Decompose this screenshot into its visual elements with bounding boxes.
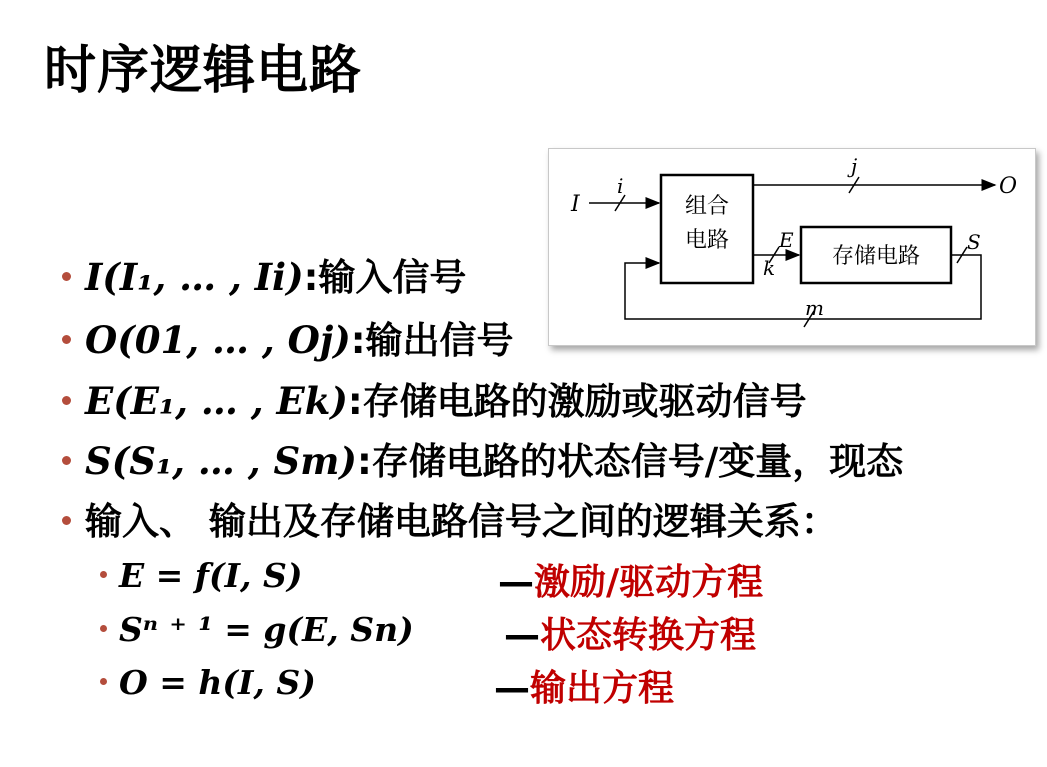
signal-label-m: m [805,296,824,320]
bullet-dot [100,625,107,632]
signal-label-k: k [763,256,776,280]
bullet-dot [100,571,107,578]
bullet-item [62,438,903,485]
output-label-j: j [851,154,858,178]
bullet-dot [62,396,71,405]
equation-item [100,553,302,599]
equation-dash: — [498,562,534,603]
input-label-i: i [617,174,624,198]
bullet-dot [100,678,107,685]
equation-name-row [494,660,674,711]
comb-block-label-2: 电路 [684,228,730,253]
sequential-circuit-diagram [548,148,1036,346]
equation-item [100,660,316,706]
storage-block-label: 存储电路 [831,244,921,269]
signal-label-S: S [967,230,981,254]
equation-dash: — [494,668,530,709]
bullet-math: O(01, … , Oj) [85,318,351,362]
bullet-math: S(S₁, … , Sm) [85,439,357,483]
bullet-dot [62,456,71,465]
comb-block-label-1: 组合 [684,194,730,219]
bullet-text: 输入、 输出及存储电路信号之间的逻辑关系： [85,500,838,543]
page-title: 时序逻辑电路 [44,41,363,101]
bullet-text: :存储电路的激励或驱动信号 [347,380,807,423]
input-label-I: I [571,192,580,217]
equation-item [100,607,414,653]
equation-name: 输出方程 [530,668,675,709]
equation-formula: Sⁿ ⁺ ¹ = g(E, Sn) [119,610,414,649]
bullet-text: :存储电路的状态信号/变量，现态 [356,440,904,483]
bullet-math: E(E₁, … , Ek) [85,379,348,423]
bullet-item [62,254,466,301]
bullet-dot [62,335,71,344]
equation-name: 状态转换方程 [540,615,757,656]
bullet-math: I(I₁, … , Ii) [85,255,304,299]
bullet-text: :输入信号 [303,256,467,299]
block-diagram-svg [549,149,1035,345]
equation-formula: E = f(I, S) [119,556,303,595]
bullet-dot [62,272,71,281]
bullet-item [62,378,807,425]
equation-name-row [504,607,756,658]
bullet-item [62,317,514,364]
bullet-dot [62,516,71,525]
equation-formula: O = h(I, S) [119,663,316,702]
bullet-item [62,499,838,545]
equation-name-row [498,554,763,605]
signal-label-E: E [779,228,794,252]
equation-dash: — [504,615,540,656]
equation-name: 激励/驱动方程 [534,562,764,603]
output-label-O: O [999,174,1018,199]
bullet-text: :输出信号 [350,319,514,362]
